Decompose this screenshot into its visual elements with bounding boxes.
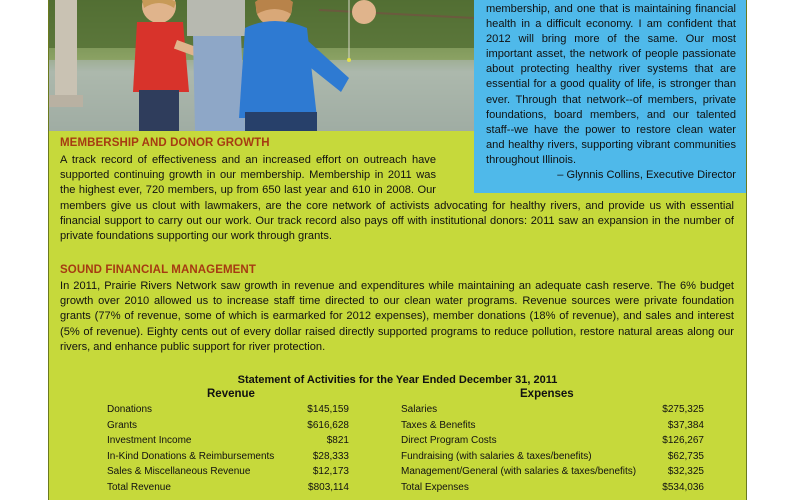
expenses-row-label: Taxes & Benefits <box>401 419 476 431</box>
quote-signature: – Glynnis Collins, Executive Director <box>557 169 736 182</box>
membership-body: A track record of effectiveness and an increased effort on outreach have supported continuing growth in our membership. Membership in 2011 was the highest ever, 720 members, up from 650 last year and 610 in 2008. Our members give us clout with lawmakers, are the core network of activists advocating for healthy rivers, and provide us with essential financial support to carry out our work. Our track record also pays off with institutional donors: 2011 saw an expansion in the number of private foundations supporting our work through grants. <box>60 154 734 243</box>
revenue-row-amount: $145,159 <box>307 404 349 415</box>
revenue-row-amount: $12,173 <box>312 466 349 478</box>
financial-heading: SOUND FINANCIAL MANAGEMENT <box>60 264 256 276</box>
membership-paragraph-part1 <box>60 153 734 244</box>
revenue-row-amount: $616,628 <box>307 419 349 431</box>
fishing-photo-image <box>49 0 474 131</box>
revenue-heading: Revenue <box>207 388 255 400</box>
fishing-photo <box>49 0 474 131</box>
expenses-row-amount: $275,325 <box>662 404 704 415</box>
statement-title: Statement of Activities for the Year Ended December 31, 2011 <box>237 374 558 386</box>
expenses-row-amount: $32,325 <box>667 466 704 478</box>
revenue-row-label: Sales & Miscellaneous Revenue <box>107 466 251 478</box>
revenue-row-amount: $821 <box>326 435 349 447</box>
revenue-row-label: Grants <box>107 419 138 431</box>
expenses-row-label: Direct Program Costs <box>401 435 497 447</box>
expenses-row-label: Management/General (with salaries & taxes/benefits) <box>401 466 637 478</box>
financial-paragraph: In 2011, Prairie Rivers Network saw growth in revenue and expenditures while maintaining an adequate cash reserve. The 6% budget growth over 2010 allowed us to increase staff time directed to our clean water programs. Revenue sources were private foundation grants (77% of revenue, some of which is earmarked for 2012 expenses), member donations (18% of revenue), and sales and interest (5% of revenue). Eighty cents out of every dollar raised directly supported programs to reduce pollution, restore natural areas along our rivers, and enhance public support for river protection. <box>60 280 734 353</box>
revenue-row-label: Total Revenue <box>107 482 171 493</box>
expenses-row-label: Fundraising (with salaries & taxes/benefits) <box>401 450 592 462</box>
expenses-row-label: Salaries <box>401 404 438 415</box>
revenue-row-label: Donations <box>107 404 153 415</box>
expenses-row-amount: $126,267 <box>662 435 704 447</box>
expenses-heading: Expenses <box>520 388 574 400</box>
revenue-row-amount: $28,333 <box>312 450 349 462</box>
expenses-row-label: Total Expenses <box>401 482 469 493</box>
expenses-row-amount: $534,036 <box>662 482 704 493</box>
membership-heading: MEMBERSHIP AND DONOR GROWTH <box>60 137 270 149</box>
page-panel <box>48 0 747 500</box>
revenue-row-label: Investment Income <box>107 435 192 447</box>
revenue-row-amount: $803,114 <box>308 482 349 493</box>
quote-text: membership, and one that is maintaining financial health in a difficult economy. I am confident that 2012 will bring more of the same. Our most important asset, the network of people passionate about protecting healthy river systems that are essential for a good quality of life, is stronger than ever. Through that network--of members, private foundations, board members, and our talented staff--we have the power to restore clean water and healthy rivers, supporting vibrant communities throughout Illinois. <box>486 3 736 166</box>
revenue-row-label: In-Kind Donations & Reimbursements <box>107 450 275 462</box>
expenses-row-amount: $62,735 <box>667 450 704 462</box>
expenses-row-amount: $37,384 <box>667 419 704 431</box>
